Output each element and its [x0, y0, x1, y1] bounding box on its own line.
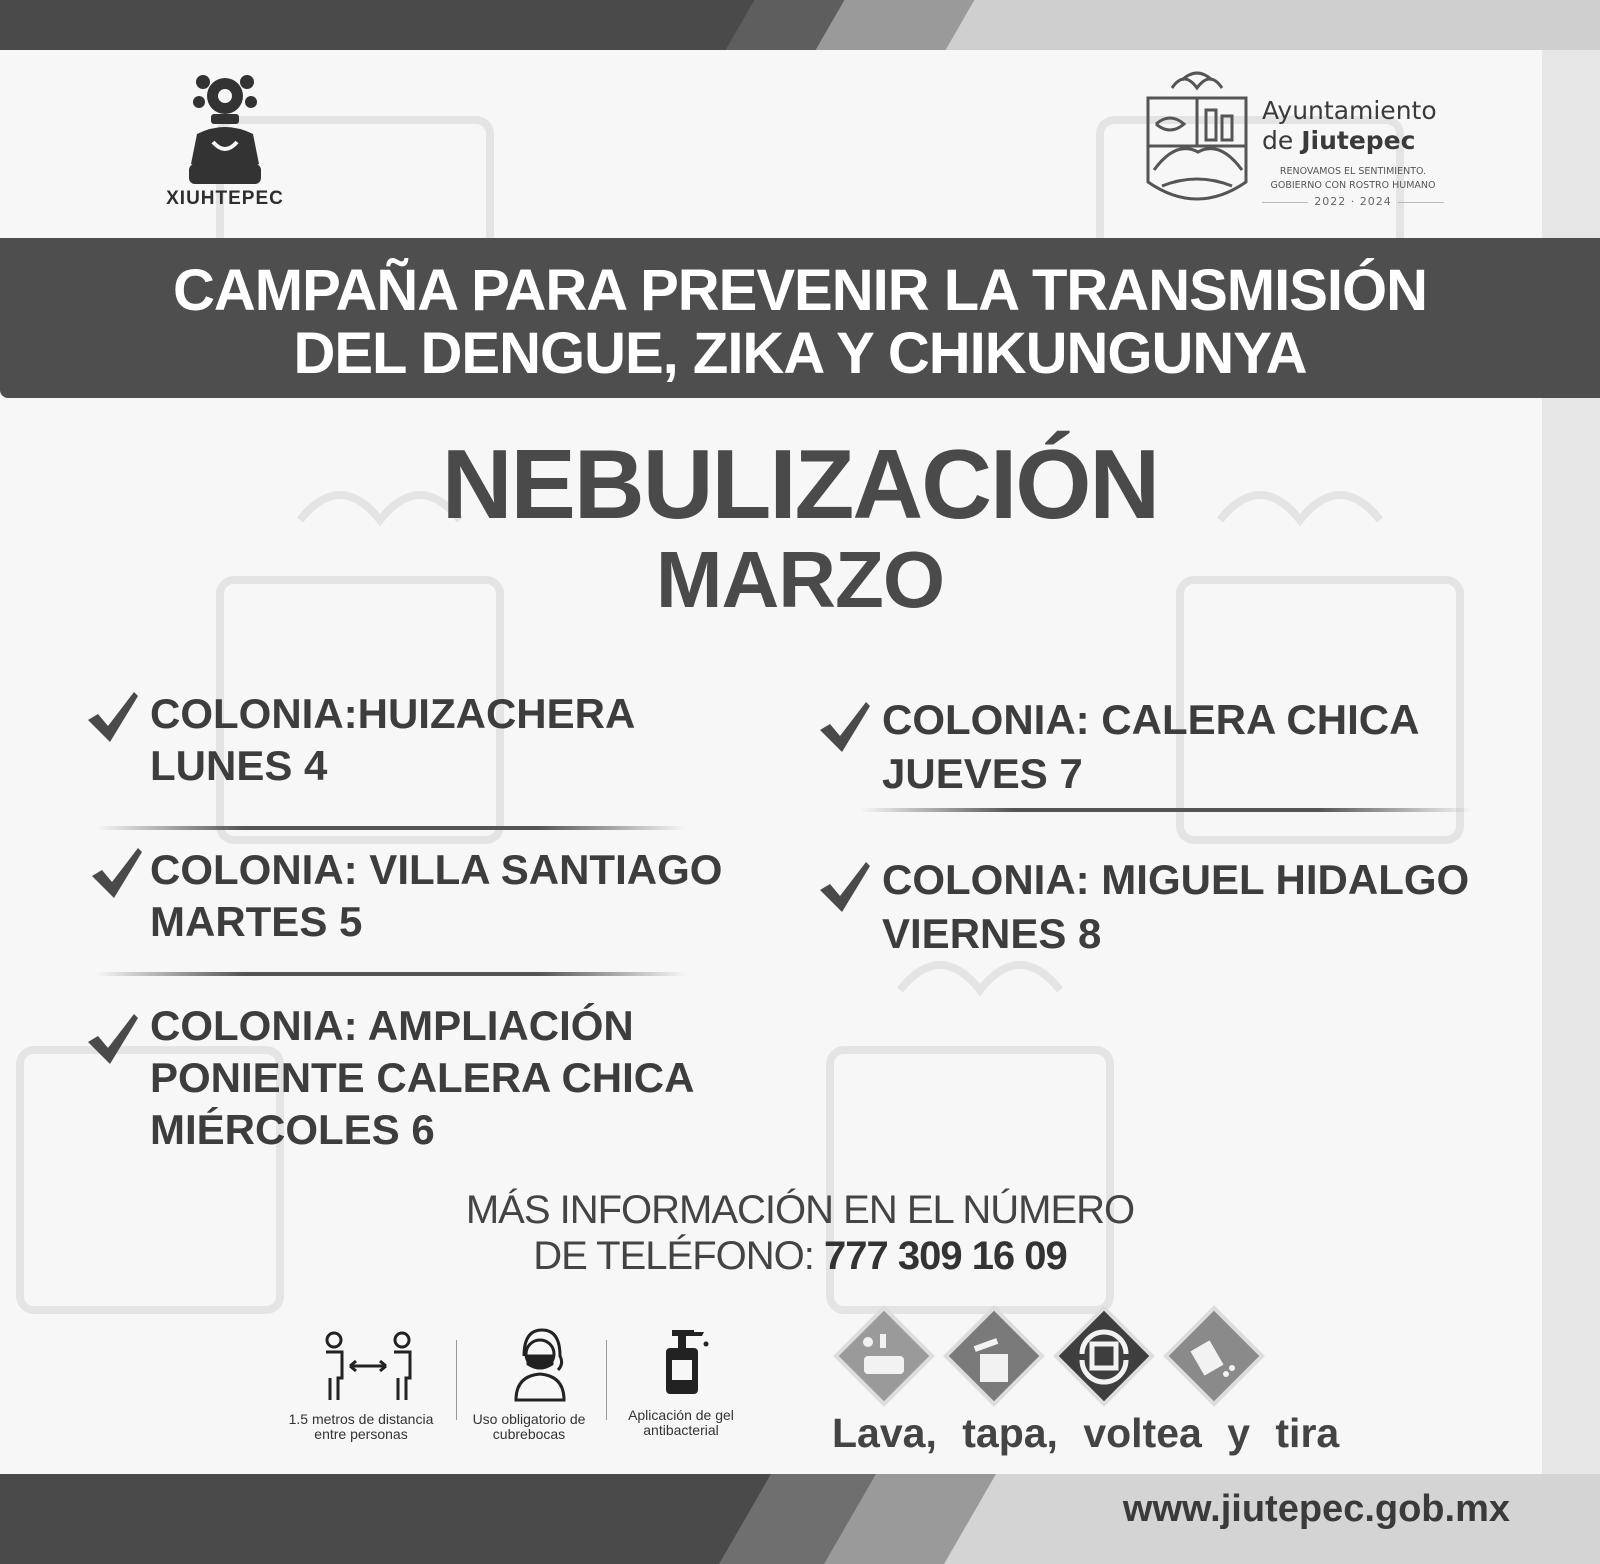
headline-month: MARZO	[655, 535, 945, 624]
banner-line-1: CAMPAÑA PARA PREVENIR LA TRANSMISIÓN	[173, 258, 1427, 323]
check-icon	[816, 860, 872, 916]
measure-gel-caption: Aplicación de gel antibacterial	[628, 1407, 734, 1438]
ayuntamiento-subtitle: de Jiutepec	[1262, 126, 1416, 155]
info-line-2: DE TELÉFONO: 777 309 16 09	[533, 1234, 1067, 1278]
divider	[456, 1340, 457, 1420]
face-mask-icon	[508, 1326, 572, 1402]
divider	[860, 808, 1472, 812]
slogan-line-2: GOBIERNO CON ROSTRO HUMANO	[1270, 180, 1436, 191]
website-link[interactable]: www.jiutepec.gob.mx	[1122, 1488, 1510, 1530]
slogan-line-1: RENOVAMOS EL SENTIMIENTO.	[1279, 166, 1427, 177]
administration-years: 2022 · 2024	[1314, 195, 1392, 208]
hand-sanitizer-icon	[660, 1326, 710, 1396]
measure-distance-caption: 1.5 metros de distancia entre personas	[288, 1411, 434, 1442]
headline-title: NEBULIZACIÓN	[441, 429, 1159, 539]
check-icon	[88, 846, 144, 902]
steps-slogan: Lava, tapa, voltea y tira	[832, 1410, 1340, 1456]
day-miercoles: MIÉRCOLES 6	[150, 1106, 435, 1153]
banner-line-2: DEL DENGUE, ZIKA Y CHIKUNGUNYA	[293, 321, 1307, 386]
day-viernes: VIERNES 8	[882, 910, 1102, 957]
xiuhtepec-label: XIUHTEPEC	[166, 188, 284, 209]
colonia-ampliacion-line-1: COLONIA: AMPLIACIÓN	[150, 1002, 634, 1049]
colonia-miguel-hidalgo: COLONIA: MIGUEL HIDALGO	[882, 856, 1470, 903]
check-icon	[84, 1012, 140, 1068]
phone-number[interactable]: 777 309 16 09	[823, 1234, 1067, 1278]
colonia-calera-chica: COLONIA: CALERA CHICA	[882, 696, 1420, 743]
info-line-1: MÁS INFORMACIÓN EN EL NÚMERO	[465, 1188, 1135, 1232]
divider	[96, 826, 686, 830]
cover-icon	[942, 1304, 1046, 1408]
xiuhtepec-figure-icon	[183, 72, 267, 188]
top-decorative-band	[0, 0, 1600, 50]
social-distance-icon	[318, 1330, 418, 1404]
day-martes: MARTES 5	[150, 898, 363, 945]
measure-mask-caption: Uso obligatorio de cubrebocas	[472, 1411, 586, 1442]
day-jueves: JUEVES 7	[882, 750, 1083, 797]
colonia-villa-santiago: COLONIA: VILLA SANTIAGO	[150, 846, 723, 893]
check-icon	[816, 700, 872, 756]
check-icon	[84, 690, 140, 746]
ayuntamiento-title: Ayuntamiento	[1262, 96, 1437, 125]
day-lunes: LUNES 4	[150, 742, 328, 789]
throw-icon	[1162, 1304, 1266, 1408]
flip-icon	[1052, 1304, 1156, 1408]
jiutepec-shield-icon	[1142, 66, 1252, 216]
wash-icon	[832, 1304, 936, 1408]
colonia-ampliacion-line-2: PONIENTE CALERA CHICA	[150, 1054, 695, 1101]
divider	[96, 972, 686, 976]
colonia-huizachera: COLONIA:HUIZACHERA	[150, 690, 636, 737]
